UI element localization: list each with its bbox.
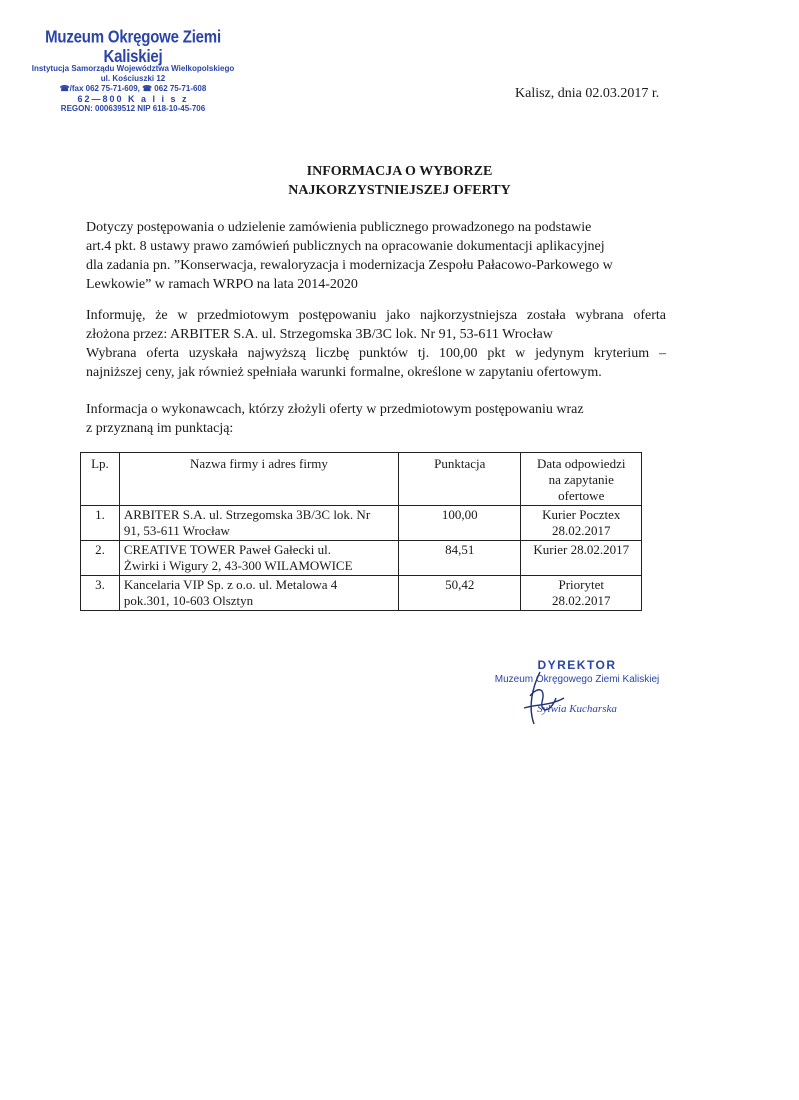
date-line: Priorytet bbox=[558, 577, 604, 592]
header-date-line: ofertowe bbox=[558, 488, 605, 503]
paragraph-line: z przyznaną im punktacją: bbox=[86, 421, 234, 436]
date-line: 28.02.2017 bbox=[551, 523, 611, 538]
stamp-line-4: 62—800 K a l i s z bbox=[77, 94, 189, 104]
title-line-1: INFORMACJA O WYBORZE bbox=[306, 164, 493, 179]
table-row bbox=[81, 506, 642, 541]
cell-company bbox=[119, 576, 398, 611]
cell-date bbox=[521, 506, 642, 541]
header-date-line: na zapytanie bbox=[548, 472, 614, 487]
cell-company bbox=[119, 506, 398, 541]
header-response-date bbox=[521, 453, 642, 506]
title-line-2: NAJKORZYSTNIEJSZEJ OFERTY bbox=[288, 183, 511, 198]
header-points: Punktacja bbox=[399, 453, 521, 506]
cell-points: 50,42 bbox=[399, 576, 521, 611]
signature-institution: Muzeum Okręgowego Ziemi Kaliskiej bbox=[494, 674, 660, 685]
table-row bbox=[81, 576, 642, 611]
company-line: Kancelaria VIP Sp. z o.o. ul. Metalowa 4 bbox=[123, 577, 338, 592]
paragraph-line: Wybrana oferta uzyskała najwyższą liczbę punktów tj. 100,00 pkt w jedynym kryterium – bbox=[86, 346, 666, 361]
handwritten-signature-icon bbox=[510, 668, 570, 728]
stamp-line-1: Instytucja Samorządu Województwa Wielkopolskiego bbox=[31, 64, 235, 73]
cell-points: 84,51 bbox=[399, 541, 521, 576]
document-date: Kalisz, dnia 02.03.2017 r. bbox=[515, 86, 660, 101]
document-title bbox=[0, 162, 799, 200]
stamp-line-2: ul. Kościuszki 12 bbox=[100, 74, 166, 83]
signature-person: Sylwia Kucharska bbox=[537, 703, 617, 715]
company-line: Żwirki i Wigury 2, 43-300 WILAMOWICE bbox=[123, 558, 353, 573]
date-line: 28.02.2017 bbox=[551, 593, 611, 608]
cell-points: 100,00 bbox=[399, 506, 521, 541]
cell-lp: 2. bbox=[81, 541, 120, 576]
cell-date bbox=[521, 541, 642, 576]
director-signature-stamp bbox=[472, 658, 682, 715]
paragraph-line: Informuję, że w przedmiotowym postępowaniu jako najkorzystniejsza została wybrana oferta bbox=[86, 308, 666, 323]
offers-table bbox=[80, 452, 642, 611]
cell-company bbox=[119, 541, 398, 576]
company-line: 91, 53-611 Wrocław bbox=[123, 523, 230, 538]
stamp-line-5: REGON: 000639512 NIP 618-10-45-706 bbox=[60, 104, 206, 113]
header-company: Nazwa firmy i adres firmy bbox=[119, 453, 398, 506]
institution-stamp bbox=[28, 27, 238, 114]
cell-lp: 1. bbox=[81, 506, 120, 541]
cell-date bbox=[521, 576, 642, 611]
company-line: CREATIVE TOWER Paweł Gałecki ul. bbox=[123, 542, 331, 557]
cell-lp: 3. bbox=[81, 576, 120, 611]
paragraph-selection bbox=[86, 306, 666, 382]
paragraph-line: złożona przez: ARBITER S.A. ul. Strzegomska 3B/3C lok. Nr 91, 53-611 Wrocław bbox=[86, 327, 553, 342]
paragraph-line: art.4 pkt. 8 ustawy prawo zamówień publicznych na opracowanie dokumentacji aplikacyjnej bbox=[86, 239, 605, 254]
company-line: pok.301, 10-603 Olsztyn bbox=[123, 593, 254, 608]
signature-role: DYREKTOR bbox=[537, 658, 617, 672]
table-header-row bbox=[81, 453, 642, 506]
date-line: Kurier 28.02.2017 bbox=[533, 542, 630, 557]
company-line: ARBITER S.A. ul. Strzegomska 3B/3C lok. Nr bbox=[123, 507, 371, 522]
stamp-title: Muzeum Okręgowe Ziemi Kaliskiej bbox=[45, 27, 221, 67]
date-line: Kurier Pocztex bbox=[542, 507, 621, 522]
paragraph-line: najniższej ceny, jak również spełniała warunki formalne, określone w zapytaniu ofertowym. bbox=[86, 365, 602, 380]
table-row bbox=[81, 541, 642, 576]
paragraph-line: Lewkowie” w ramach WRPO na lata 2014-2020 bbox=[86, 277, 358, 292]
paragraph-line: Dotyczy postępowania o udzielenie zamówienia publicznego prowadzonego na podstawie bbox=[86, 220, 592, 235]
header-date-line: Data odpowiedzi bbox=[537, 456, 626, 471]
paragraph-bidders-intro bbox=[86, 400, 666, 438]
paragraph-subject bbox=[86, 218, 666, 294]
paragraph-line: dla zadania pn. ”Konserwacja, rewaloryzacja i modernizacja Zespołu Pałacowo-Parkowego w bbox=[86, 258, 613, 273]
paragraph-line: Informacja o wykonawcach, którzy złożyli oferty w przedmiotowym postępowaniu wraz bbox=[86, 402, 584, 417]
stamp-line-3: ☎/fax 062 75-71-609, ☎ 062 75-71-608 bbox=[59, 84, 207, 93]
header-lp: Lp. bbox=[81, 453, 120, 506]
